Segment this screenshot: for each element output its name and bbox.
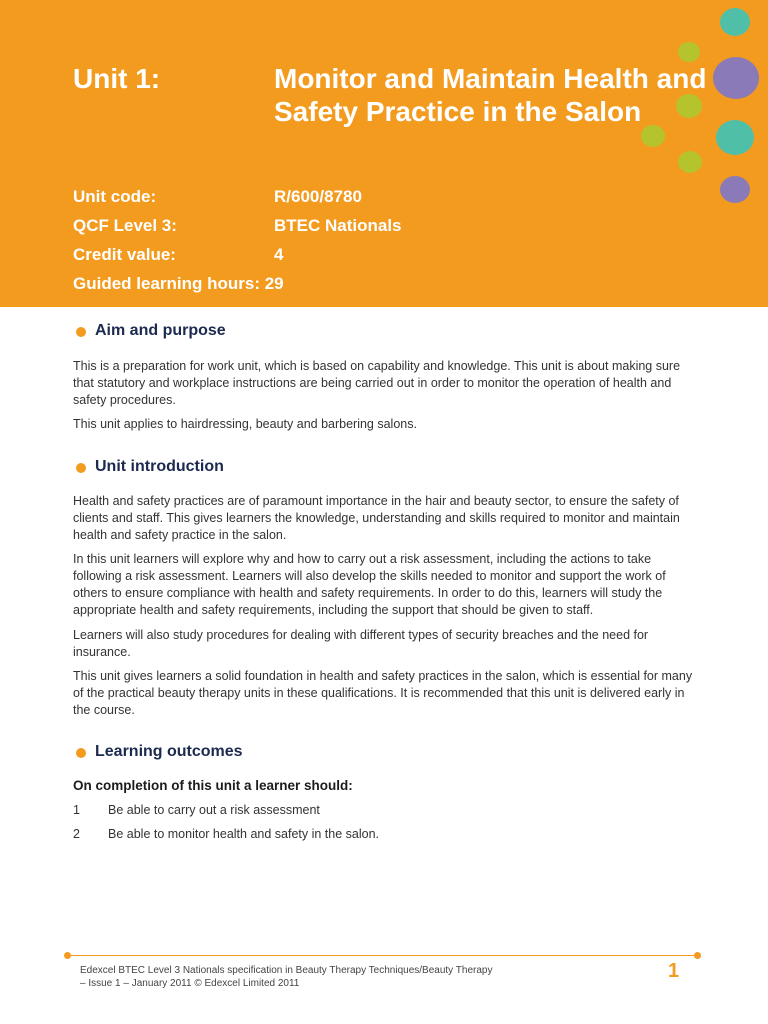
unit-number: Unit 1: <box>73 63 161 94</box>
outcome-text: Be able to carry out a risk assessment <box>108 803 320 817</box>
decorative-dot <box>716 120 754 155</box>
aim-paragraph-2: This unit applies to hairdressing, beauty and barbering salons. <box>73 417 417 431</box>
footer-line-1: Edexcel BTEC Level 3 Nationals specification in Beauty Therapy Techniques/Beauty Therapy <box>80 965 493 976</box>
intro-paragraph-1: Health and safety practices are of paramount importance in the hair and beauty sector, to ensure the safety of clients and staff. This gives learners the knowledge, understanding and skills required to monitor and maintain health and safety practice in the salon. <box>73 494 680 542</box>
decorative-dot <box>720 176 750 203</box>
bullet-icon <box>76 327 86 337</box>
guided-learning-hours: Guided learning hours: 29 <box>73 274 284 293</box>
footer-rule <box>68 955 698 956</box>
decorative-dot <box>713 57 759 99</box>
unit-code-label: Unit code: <box>73 187 157 206</box>
qcf-level-label: QCF Level 3: <box>73 216 177 235</box>
unit-header-banner <box>0 0 768 307</box>
footer-citation <box>80 964 520 990</box>
unit-code-value: R/600/8780 <box>274 187 362 206</box>
credit-value-label: Credit value: <box>73 245 176 264</box>
outcome-number: 2 <box>73 827 80 841</box>
decorative-dot <box>678 151 702 173</box>
intro-paragraph-2: In this unit learners will explore why and how to carry out a risk assessment, including the actions to take following a risk assessment. Learners will also develop the skills needed to monitor and support the work of others to ensure compliance with health and safety requirements. In order to do this, learners will study the appropriate health and safety requirements, including the support that should be given to staff. <box>73 552 666 617</box>
decorative-dot <box>678 42 700 62</box>
outcome-number: 1 <box>73 803 80 817</box>
aim-section-heading <box>76 321 226 341</box>
intro-paragraph-4: This unit gives learners a solid foundation in health and safety practices in the salon, which is essential for many of the practical beauty therapy units in these qualifications. It is recommended that this unit is delivered early in the course. <box>73 669 693 717</box>
decorative-dot <box>641 125 665 147</box>
unit-title: Monitor and Maintain Health and Safety Practice in the Salon <box>274 63 707 127</box>
intro-heading-text: Unit introduction <box>95 458 224 475</box>
aim-heading-text: Aim and purpose <box>95 322 226 339</box>
credit-value-value: 4 <box>274 245 284 264</box>
bullet-icon <box>76 748 86 758</box>
outcomes-heading-text: Learning outcomes <box>95 743 243 760</box>
footer-rule-end-dot <box>694 952 701 959</box>
bullet-icon <box>76 463 86 473</box>
intro-paragraph-3: Learners will also study procedures for dealing with different types of security breaches and the need for insurance. <box>73 628 649 659</box>
qcf-level-value: BTEC Nationals <box>274 216 402 235</box>
intro-section-heading <box>76 457 224 477</box>
outcomes-lead: On completion of this unit a learner should: <box>73 778 353 793</box>
decorative-dot <box>720 8 750 36</box>
footer-line-2: – Issue 1 – January 2011 © Edexcel Limited 2011 <box>80 978 300 989</box>
outcomes-section-heading <box>76 742 243 762</box>
page-number: 1 <box>668 960 680 982</box>
aim-paragraph-1: This is a preparation for work unit, which is based on capability and knowledge. This unit is about making sure that statutory and workplace instructions are being carried out in order to monitor the operation of health and safety procedures. <box>73 359 681 407</box>
outcome-text: Be able to monitor health and safety in the salon. <box>108 827 380 841</box>
